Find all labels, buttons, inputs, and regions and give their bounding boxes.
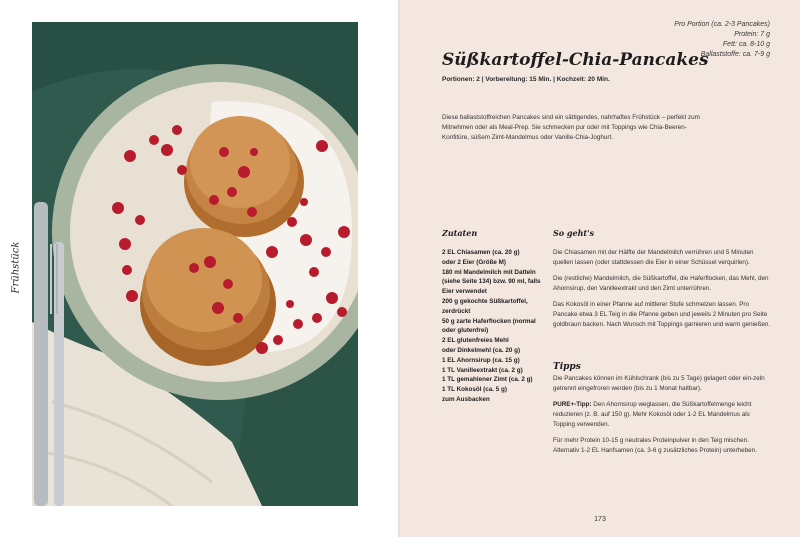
tip-pure-text: Den Ahornsirup weglassen, die Süßkartoffelmenge leicht reduzieren (z. B. auf 150 g). Mehr Kokosöl oder 1-2 EL Mandelmus als Topping verwenden. [553, 401, 752, 428]
recipe-meta: Portionen: 2 | Vorbereitung: 15 Min. | Kochzeit: 20 Min. [442, 76, 610, 83]
section-tab [8, 240, 24, 300]
recipe-title: Süßkartoffel-Chia-Pancakes [442, 50, 709, 70]
ingredient-line: 180 ml Mandelmilch mit Datteln [442, 268, 536, 276]
ingredient-line: 1 TL gemahlener Zimt (ca. 2 g) [442, 376, 533, 384]
ingredient-line: 2 EL glutenfreies Mehl [442, 337, 509, 345]
step-paragraph: Das Kokosöl in einer Pfanne auf mittlerer Stufe schmelzen lassen. Pro Pancake etwa 3 EL Teig in die Pfanne geben und jeweils 2 Minuten pro Seite goldbraun backen. Nach Wunsch mit Toppings garnieren und warm genießen. [553, 301, 771, 328]
ingredient-line: 50 g zarte Haferflocken (normal [442, 317, 536, 325]
ingredient-line: zerdrückt [442, 307, 471, 315]
recipe-photo [32, 22, 358, 506]
ingredient-line: Eier verwendet [442, 288, 487, 296]
ingredients-heading: Zutaten [442, 228, 478, 238]
ingredient-line: 1 TL Vanilleextrakt (ca. 2 g) [442, 366, 523, 374]
ingredient-line: 1 TL Kokosöl (ca. 5 g) [442, 386, 507, 394]
ingredients-list [442, 248, 554, 405]
intro-line: Konfitüre, süßem Zimt-Mandelmus oder Vanille-Chia-Joghurt. [442, 134, 614, 141]
page-number: 173 [594, 516, 606, 523]
steps-block [553, 248, 773, 336]
tip-pure-label: PURE+-Tipp: [553, 401, 592, 408]
tip-pure [553, 400, 773, 430]
ingredient-line: oder 2 Eier (Größe M) [442, 258, 507, 266]
tip-protein: Für mehr Protein 10-15 g neutrales Proteinpulver in den Teig mischen. Alternativ 1-2 EL Hanfsamen (ca. 3-6 g zusätzliches Protein) unterheben. [553, 437, 757, 454]
nutrition-fiber: Ballaststoffe: ca. 7-9 g [700, 51, 770, 58]
nutrition-protein: Protein: 7 g [734, 31, 770, 38]
steps-heading: So geht's [553, 228, 595, 238]
ingredient-line: oder glutenfrei) [442, 327, 489, 335]
tip-storage: Die Pancakes können im Kühlschrank (bis zu 5 Tage) gelagert oder ein-zeln getrennt eingefroren werden (bis zu 1 Monat haltbar). [553, 375, 765, 392]
step-paragraph: Die (restliche) Mandelmilch, die Süßkartoffel, die Haferflocken, das Mehl, den Ahornsirup, den Vanilleextrakt und den Zimt unterrühren. [553, 275, 769, 292]
step-paragraph: Die Chiasamen mit der Hälfte der Mandelmilch verrühren und 5 Minuten quellen lassen (oder stattdessen die Eier in einer Schüssel verquirlen). [553, 249, 754, 266]
intro-line: Mitnehmen oder als Meal-Prep. Sie schmecken pur oder mit Toppings wie Chia-Beeren- [442, 124, 687, 131]
right-page [400, 0, 800, 537]
recipe-intro [442, 113, 732, 143]
ingredient-line: 200 g gekochte Süßkartoffel, [442, 297, 528, 305]
intro-line: Diese ballaststoffreichen Pancakes sind ein sättigendes, nahrhaftes Frühstück – perfekt zum [442, 114, 700, 121]
ingredient-line: (siehe Seite 134) bzw. 90 ml, falls [442, 278, 541, 286]
nutrition-fat: Fett: ca. 8-10 g [722, 41, 770, 48]
section-tab-label: Frühstück [10, 241, 22, 294]
ingredient-line: oder Dinkelmehl (ca. 20 g) [442, 346, 521, 354]
ingredient-line: zum Ausbacken [442, 395, 490, 403]
ingredient-line: 2 EL Chiasamen (ca. 20 g) [442, 249, 520, 256]
pancake-photo-illustration [32, 22, 358, 506]
ingredient-line: 1 EL Ahornsirup (ca. 15 g) [442, 356, 520, 364]
nutrition-header: Pro Portion (ca. 2-3 Pancakes) [674, 21, 770, 28]
tips-heading: Tipps [553, 362, 581, 372]
tips-block [553, 374, 773, 462]
